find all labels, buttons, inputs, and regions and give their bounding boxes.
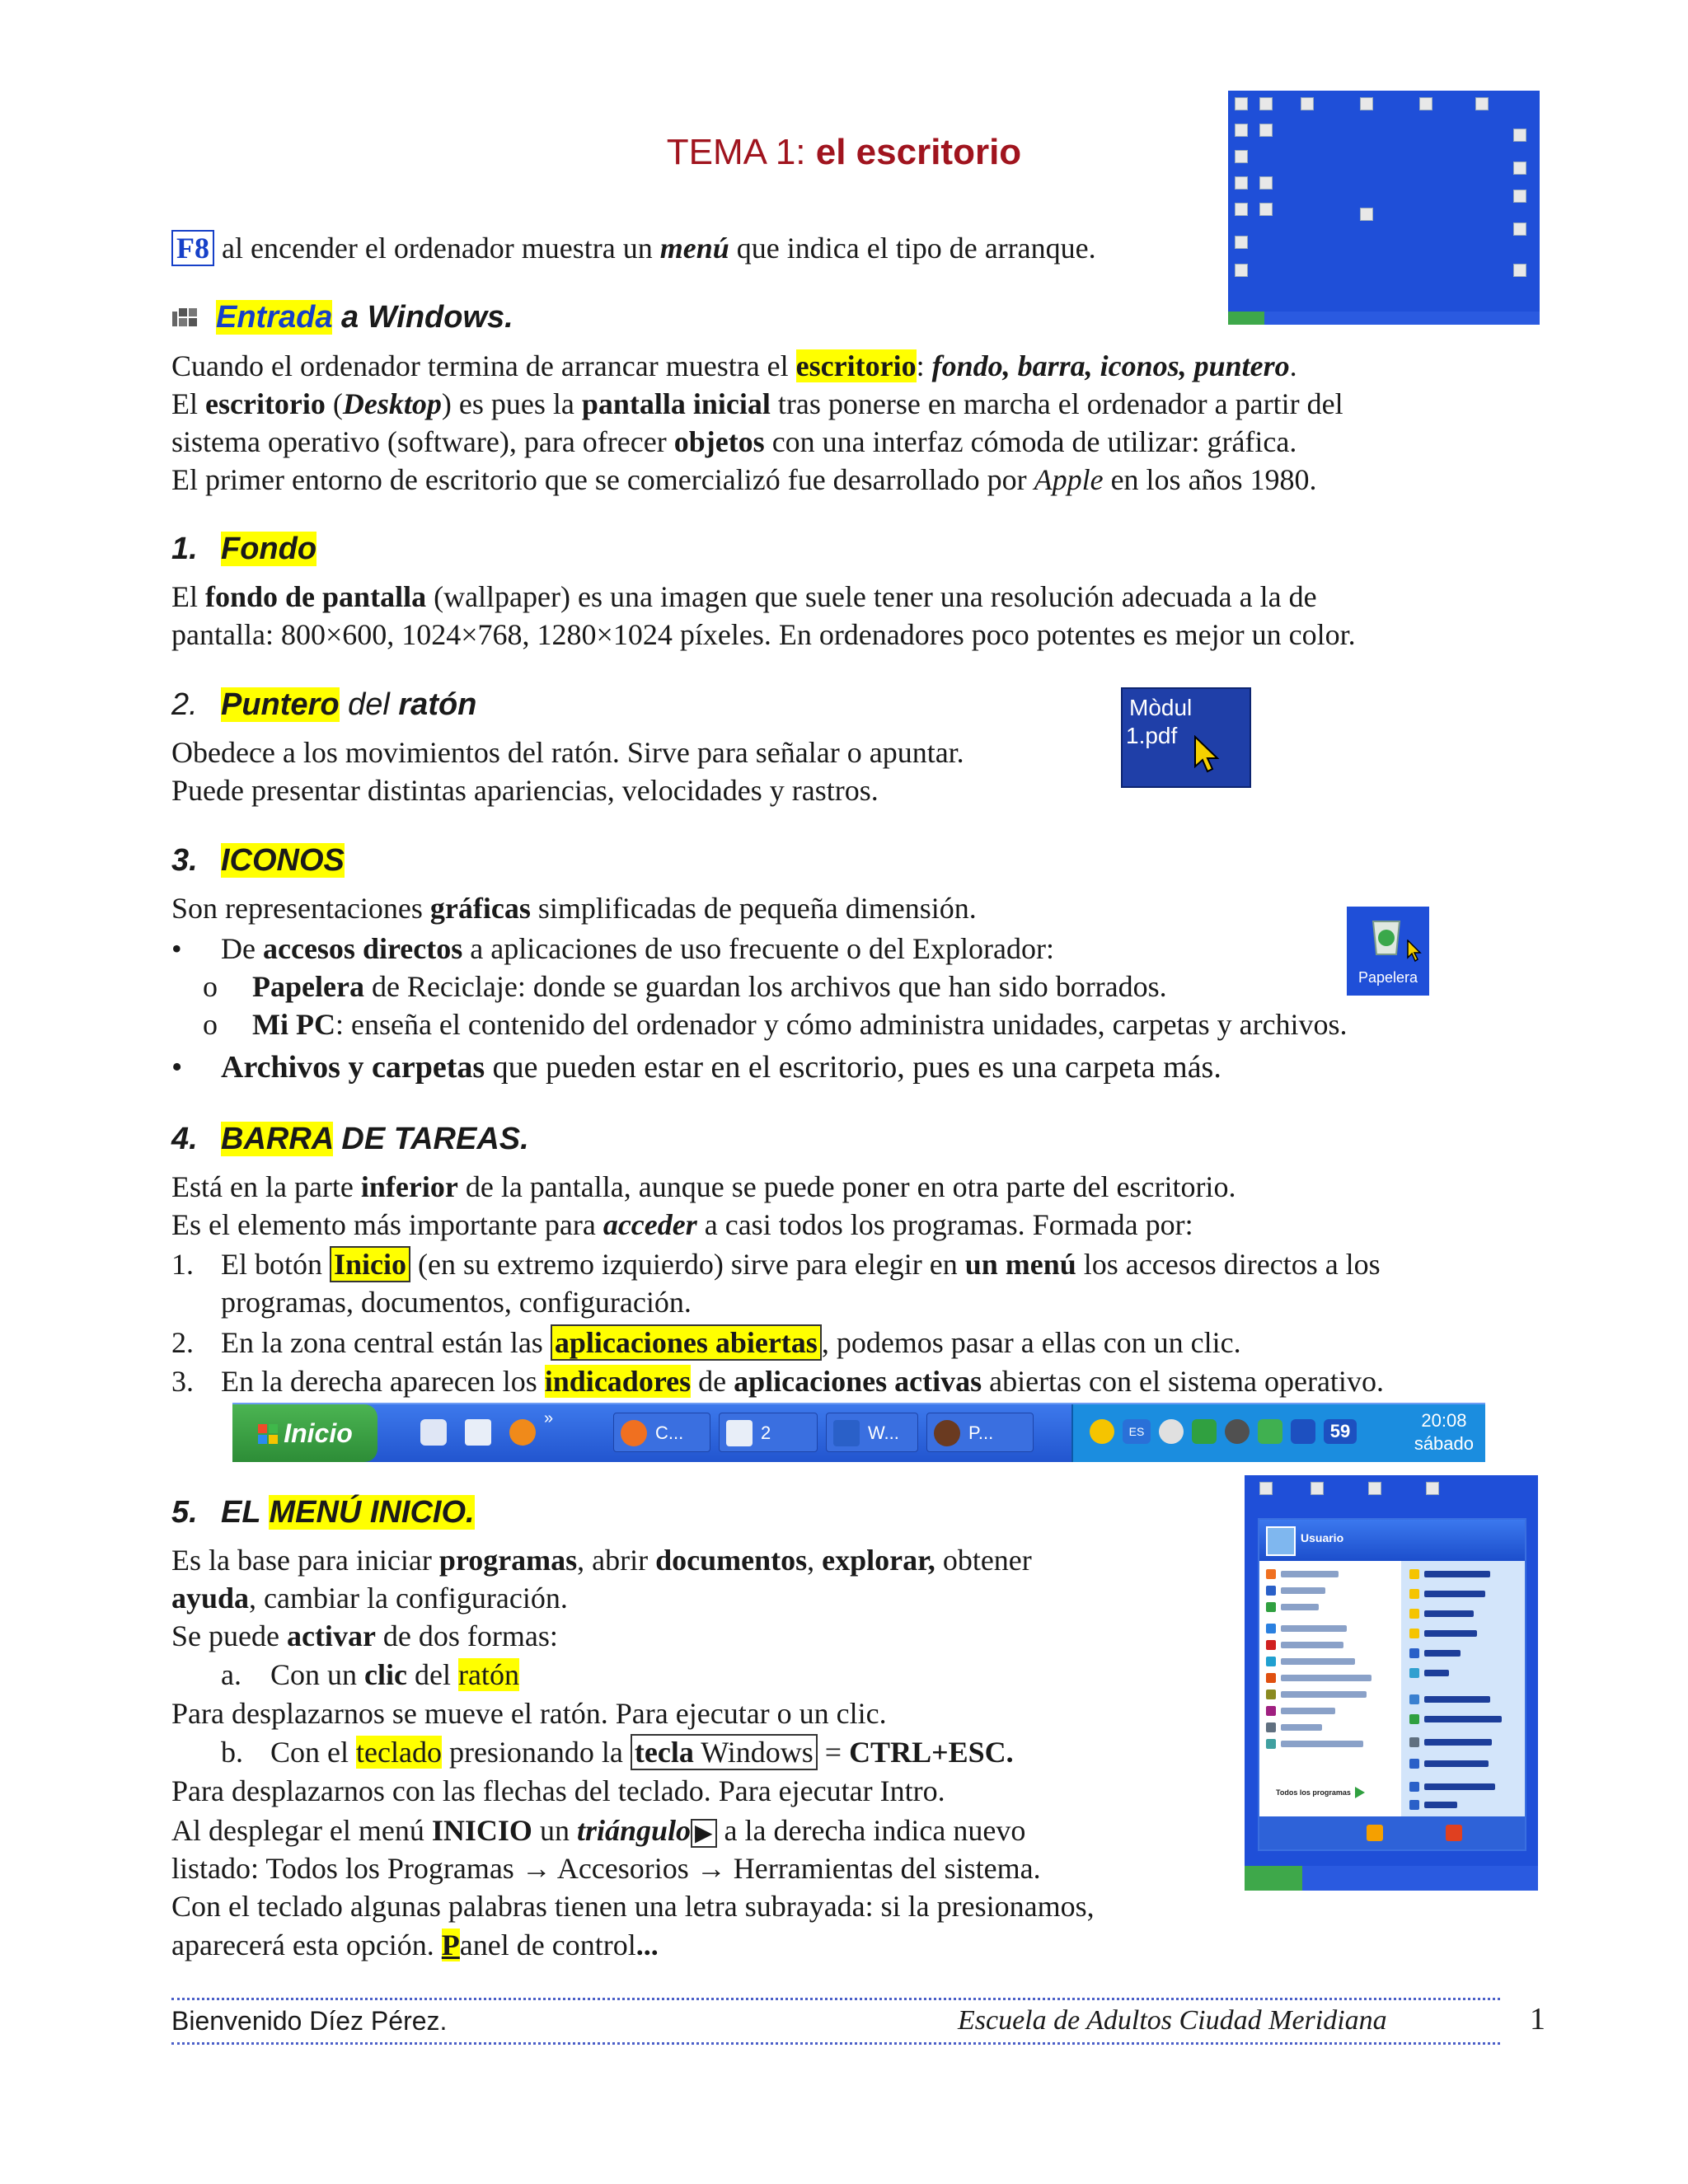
language-indicator: ES [1123,1419,1151,1444]
system-tray [1071,1404,1485,1462]
quicklaunch-icon [420,1419,447,1446]
page-title: TEMA 1: el escritorio [666,132,1022,172]
mini-start-button [1245,1866,1302,1891]
menu-item-icon [1266,1706,1276,1716]
menu-item-icon [1266,1569,1276,1579]
desktop-icon [1235,236,1248,249]
papelera-label: Papelera [1357,969,1418,986]
menu-item-icon [1266,1586,1276,1596]
tray-icon [1159,1419,1184,1444]
desktop-icon [1235,264,1248,277]
avatar [1266,1526,1296,1556]
menu-item [1281,1587,1325,1594]
menu-item [1424,1670,1449,1676]
quicklaunch-icon [465,1419,491,1446]
footer-rule-bottom [171,2042,1500,2045]
puntero-line-2: Puede presentar distintas apariencias, velocidades y rastros. [171,774,879,807]
iconos-bullet-1: • De accesos directos a aplicaciones de uso frecuente o del Explorador: [171,932,1054,965]
menu-item [1281,1625,1347,1632]
heading-menu: 5. EL MENÚ INICIO. [171,1495,475,1530]
menu-item-icon [1409,1609,1419,1619]
menu-item-icon [1409,1629,1419,1638]
menu-line-3: Se puede activar de dos formas: [171,1619,558,1652]
menu-item-icon [1266,1657,1276,1666]
recycle-bin-icon [1368,915,1404,962]
footer-author: Bienvenido Díez Pérez. [171,2006,448,2036]
heading-barra: 4. BARRA DE TAREAS. [171,1122,529,1156]
fondo-line-1: El fondo de pantalla (wallpaper) es una imagen que suele tener una resolución adecuada a la de [171,580,1317,613]
menu-item [1281,1571,1339,1577]
menu-item-icon [1409,1737,1419,1747]
desktop-icon [1360,97,1373,110]
menu-item [1281,1724,1322,1731]
footer-school: Escuela de Adultos Ciudad Meridiana [958,2005,1387,2036]
menu-item-icon [1266,1722,1276,1732]
menu-line-7: listado: Todos los Programas → Accesorios → Herramientas del sistema. [171,1852,1041,1885]
desktop-icon [1475,97,1489,110]
menu-item [1424,1696,1490,1703]
quicklaunch-icon [509,1419,536,1446]
heading-fondo: 1. Fondo [171,532,317,566]
start-menu-screenshot [1245,1475,1538,1891]
menu-item [1281,1675,1372,1681]
desktop-screenshot [1228,91,1540,325]
start-button: Inicio [232,1404,377,1462]
menu-item [1424,1610,1474,1617]
menu-item-icon [1409,1668,1419,1678]
menu-item-icon [1266,1624,1276,1633]
shutdown-icon [1446,1825,1462,1841]
menu-item [1424,1716,1502,1722]
cursor-icon [1406,940,1423,967]
footer-rule-top [171,1998,1500,2000]
cursor-icon [1192,735,1221,779]
desktop-icon [1259,1482,1273,1495]
menu-line-6: Al desplegar el menú INICIO un triángulo ▶ a la derecha indica nuevo [171,1814,1026,1847]
taskbar-button: W... [826,1413,918,1452]
tray-icon [1258,1419,1282,1444]
menu-item [1281,1741,1363,1747]
entrada-line-4: El primer entorno de escritorio que se comercializó fue desarrollado por Apple en los años 1980. [171,463,1317,496]
menu-option-b: b. Con el teclado presionando la tecla Windows = CTRL+ESC. [221,1736,1014,1769]
desktop-icon [1259,203,1273,216]
file-name-line2: 1.pdf [1126,723,1178,748]
menu-item [1281,1642,1343,1648]
clock: 20:08 sábado [1414,1410,1474,1454]
menu-option-a: a. Con un clic del ratón [221,1658,519,1691]
start-menu-footer [1259,1816,1525,1849]
menu-item-icon [1266,1673,1276,1683]
desktop-icon [1259,176,1273,190]
taskbar-button: P... [926,1413,1034,1452]
menu-line-9: aparecerá esta opción. Panel de control... [171,1929,659,1961]
windows-flag-icon [257,1407,279,1428]
menu-item [1424,1802,1457,1808]
menu-item [1424,1783,1495,1790]
tray-badge: 59 [1324,1419,1357,1444]
entrada-line-2: El escritorio (Desktop) es pues la pantalla inicial tras ponerse en marcha el ordenador a partir del [171,387,1343,420]
desktop-icon [1360,208,1373,221]
desktop-icon [1235,97,1248,110]
start-menu-panel [1258,1518,1526,1851]
menu-line-2: ayuda, cambiar la configuración. [171,1582,568,1615]
f8-key: F8 [171,230,214,266]
iconos-sub-2: o Mi PC: enseña el contenido del ordenador y cómo administra unidades, carpetas y archivos. [203,1008,1348,1041]
tray-icon [1192,1419,1217,1444]
menu-item [1424,1591,1485,1597]
tray-icon [1225,1419,1250,1444]
menu-line-4: Para desplazarnos se mueve el ratón. Para ejecutar o un clic. [171,1697,887,1730]
desktop-icon [1235,203,1248,216]
barra-line-2: Es el elemento más importante para acceder a casi todos los programas. Formada por: [171,1208,1193,1241]
desktop-icon [1235,176,1248,190]
menu-item [1424,1760,1489,1767]
barra-item-1-cont: programas, documentos, configuración. [221,1286,692,1319]
menu-item-icon [1409,1569,1419,1579]
menu-item-icon [1409,1648,1419,1658]
desktop-icon [1419,97,1432,110]
menu-item [1424,1571,1490,1577]
menu-item [1424,1739,1492,1746]
fondo-line-2: pantalla: 800×600, 1024×768, 1280×1024 píxeles. En ordenadores poco potentes es mejor un color. [171,618,1356,651]
desktop-icon [1513,223,1526,236]
barra-item-1: 1. El botón Inicio (en su extremo izquierdo) sirve para elegir en un menú los accesos directos a los [171,1248,1381,1281]
menu-item [1281,1691,1367,1698]
mini-start-button [1228,312,1264,325]
menu-line-5: Para desplazarnos con las flechas del teclado. Para ejecutar Intro. [171,1774,945,1807]
iconos-sub-1: o Papelera de Reciclaje: donde se guardan los archivos que han sido borrados. [203,970,1167,1003]
menu-item-icon [1409,1782,1419,1792]
desktop-icon [1301,97,1314,110]
taskbar-button: 2 [719,1413,818,1452]
tray-icon [1090,1419,1114,1444]
desktop-icon [1368,1482,1381,1495]
menu-item [1424,1630,1477,1637]
menu-item-icon [1409,1759,1419,1769]
menu-item-icon [1409,1800,1419,1810]
menu-item [1281,1604,1319,1610]
windows-icon [171,301,199,324]
taskbar-screenshot [232,1403,1485,1462]
triangle-icon: ▶ [691,1819,717,1848]
start-menu-right-column [1401,1561,1525,1816]
iconos-bullet-2: • Archivos y carpetas que pueden estar en el escritorio, pues es una carpeta más. [171,1050,1221,1085]
desktop-icon [1513,264,1526,277]
menu-item-icon [1266,1690,1276,1699]
intro-line: F8 al encender el ordenador muestra un menú que indica el tipo de arranque. [171,229,1096,267]
papelera-screenshot [1347,907,1429,996]
menu-line-1: Es la base para iniciar programas, abrir documentos, explorar, obtener [171,1544,1032,1577]
desktop-icon [1426,1482,1439,1495]
menu-item-icon [1266,1739,1276,1749]
menu-item [1281,1658,1355,1665]
pointer-screenshot [1121,687,1251,788]
desktop-icon [1513,190,1526,203]
menu-item-icon [1266,1640,1276,1650]
heading-iconos: 3. ICONOS [171,843,345,878]
menu-item-icon [1266,1602,1276,1612]
menu-item-icon [1409,1714,1419,1724]
iconos-line-1: Son representaciones gráficas simplificadas de pequeña dimensión. [171,892,977,925]
menu-item-icon [1409,1694,1419,1704]
file-name-line1: Mòdul [1129,695,1193,720]
chevron-icon: » [544,1409,554,1427]
logoff-icon [1367,1825,1383,1841]
barra-item-3: 3. En la derecha aparecen los indicadores de aplicaciones activas abiertas con el sistema operativo. [171,1365,1384,1398]
heading-entrada: Entrada a Windows. [171,298,513,336]
page-number: 1 [1530,2002,1545,2036]
tray-icon [1291,1419,1315,1444]
menu-item-icon [1409,1589,1419,1599]
menu-item [1424,1650,1461,1657]
mini-taskbar [1228,312,1540,325]
start-menu-header [1259,1520,1525,1561]
user-name: Usuario [1301,1531,1344,1544]
green-arrow-icon [1355,1787,1365,1798]
menu-item [1281,1708,1335,1714]
heading-puntero: 2. Puntero del ratón [171,687,477,722]
menu-line-8: Con el teclado algunas palabras tienen una letra subrayada: si la presionamos, [171,1890,1095,1923]
entrada-line-1: Cuando el ordenador termina de arrancar muestra el escritorio: fondo, barra, iconos, puntero. [171,349,1297,382]
taskbar-button: C... [613,1413,710,1452]
entrada-line-3: sistema operativo (software), para ofrecer objetos con una interfaz cómoda de utilizar: gráfica. [171,425,1297,458]
barra-item-2: 2. En la zona central están las aplicaciones abiertas , podemos pasar a ellas con un clic. [171,1326,1241,1359]
desktop-icon [1311,1482,1324,1495]
desktop-icon [1259,97,1273,110]
all-programs-label: Todos los programas [1276,1788,1351,1797]
barra-line-1: Está en la parte inferior de la pantalla, aunque se puede poner en otra parte del escritorio. [171,1170,1236,1203]
puntero-line-1: Obedece a los movimientos del ratón. Sirve para señalar o apuntar. [171,736,964,769]
